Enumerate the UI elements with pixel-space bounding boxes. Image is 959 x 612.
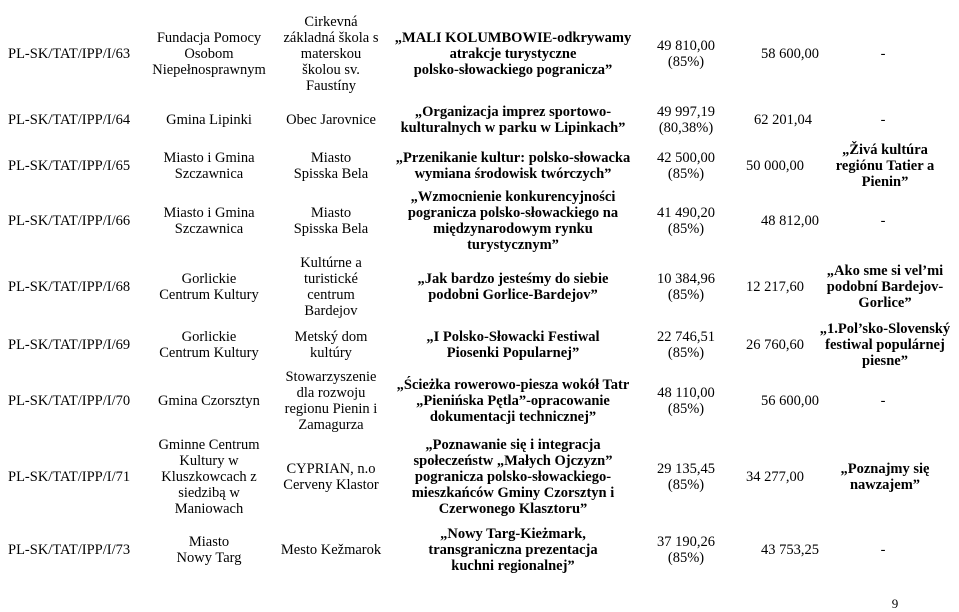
project-id: PL-SK/TAT/IPP/I/64 — [8, 112, 131, 128]
partner: Kultúrne a turistické centrum Bardejov — [300, 255, 362, 319]
project-title: „Przenikanie kultur: polsko-słowacka wymiana środowisk twórczych” — [395, 150, 631, 182]
partner: Obec Jarovnice — [286, 112, 376, 128]
project-id: PL-SK/TAT/IPP/I/73 — [8, 542, 131, 558]
project-id: PL-SK/TAT/IPP/I/68 — [8, 279, 131, 295]
project-id: PL-SK/TAT/IPP/I/70 — [8, 393, 131, 409]
table-row — [0, 140, 959, 192]
dash-marker: - — [880, 393, 886, 409]
page-number: 9 — [891, 596, 899, 611]
total-amount: 34 277,00 — [746, 469, 804, 485]
project-id: PL-SK/TAT/IPP/I/63 — [8, 46, 131, 62]
project-id: PL-SK/TAT/IPP/I/69 — [8, 337, 131, 353]
project-id: PL-SK/TAT/IPP/I/65 — [8, 158, 131, 174]
project-title: „Nowy Targ-Kieżmark, transgraniczna prezentacja kuchni regionalnej” — [428, 526, 598, 574]
project-title: „I Polsko-Słowacki Festiwal Piosenki Popularnej” — [426, 329, 600, 361]
applicant: Miasto i Gmina Szczawnica — [163, 150, 255, 182]
table-row — [0, 432, 959, 522]
table-row — [0, 186, 959, 256]
total-amount: 26 760,60 — [746, 337, 804, 353]
total-amount: 56 600,00 — [761, 393, 819, 409]
co-financing-amount: 29 135,45 (85%) — [657, 461, 715, 493]
partner: Miasto Spisska Bela — [293, 150, 369, 182]
partner: CYPRIAN, n.o Cerveny Klastor — [283, 461, 379, 493]
table-row — [0, 0, 959, 108]
partner: Miasto Spisska Bela — [293, 205, 369, 237]
partner: Stowarzyszenie dla rozwoju regionu Pienin i Zamagurza — [284, 369, 378, 433]
table-row — [0, 98, 959, 142]
table-row — [0, 320, 959, 370]
project-title: „Wzmocnienie konkurencyjności pogranicza polsko-słowackiego na międzynarodowym rynku turystycznym” — [407, 189, 619, 253]
product-name: „Ako sme si vel’mi podobní Bardejov- Gorlice” — [826, 263, 944, 311]
co-financing-amount: 10 384,96 (85%) — [657, 271, 715, 303]
total-amount: 50 000,00 — [746, 158, 804, 174]
project-title: „Organizacja imprez sportowo- kulturalnych w parku w Lipinkach” — [400, 104, 626, 136]
applicant: Gmina Czorsztyn — [158, 393, 260, 409]
total-amount: 62 201,04 — [754, 112, 812, 128]
applicant: Gminne Centrum Kultury w Kluszkowcach z siedzibą w Maniowach — [158, 437, 260, 517]
table-row — [0, 368, 959, 434]
project-id: PL-SK/TAT/IPP/I/71 — [8, 469, 131, 485]
table-row — [0, 518, 959, 582]
applicant: Gmina Lipinki — [166, 112, 252, 128]
product-name: „Živá kultúra regiónu Tatier a Pienin” — [835, 142, 935, 190]
table-row — [0, 253, 959, 321]
co-financing-amount: 49 997,19 (80,38%) — [657, 104, 715, 136]
total-amount: 48 812,00 — [761, 213, 819, 229]
co-financing-amount: 41 490,20 (85%) — [657, 205, 715, 237]
project-title: „Ścieżka rowerowo-piesza wokół Tatr „Pienińska Pętla”-opracowanie dokumentacji technicznej” — [396, 377, 630, 425]
product-name: „1.Pol’sko-Slovenský festiwal populárnej piesne” — [819, 321, 951, 369]
applicant: Fundacja Pomocy Osobom Niepełnosprawnym — [152, 30, 266, 78]
applicant: Miasto Nowy Targ — [176, 534, 242, 566]
project-title: „Jak bardzo jesteśmy do siebie podobni Gorlice-Bardejov” — [417, 271, 609, 303]
applicant: Miasto i Gmina Szczawnica — [163, 205, 255, 237]
co-financing-amount: 49 810,00 (85%) — [657, 38, 715, 70]
partner: Metský dom kultúry — [294, 329, 368, 361]
dash-marker: - — [880, 213, 886, 229]
dash-marker: - — [880, 112, 886, 128]
total-amount: 58 600,00 — [761, 46, 819, 62]
partner: Mesto Kežmarok — [280, 542, 382, 558]
applicant: Gorlickie Centrum Kultury — [159, 329, 259, 361]
project-title: „MALI KOLUMBOWIE-odkrywamy atrakcje turystyczne polsko-słowackiego pogranicza” — [394, 30, 632, 78]
partner: Cirkevná základná škola s materskou školou sv. Faustíny — [283, 14, 379, 94]
project-id: PL-SK/TAT/IPP/I/66 — [8, 213, 131, 229]
product-name: „Poznajmy się nawzajem” — [840, 461, 930, 493]
co-financing-amount: 48 110,00 (85%) — [657, 385, 715, 417]
total-amount: 12 217,60 — [746, 279, 804, 295]
applicant: Gorlickie Centrum Kultury — [159, 271, 259, 303]
co-financing-amount: 22 746,51 (85%) — [657, 329, 715, 361]
total-amount: 43 753,25 — [761, 542, 819, 558]
co-financing-amount: 42 500,00 (85%) — [657, 150, 715, 182]
dash-marker: - — [880, 46, 886, 62]
dash-marker: - — [880, 542, 886, 558]
co-financing-amount: 37 190,26 (85%) — [657, 534, 715, 566]
project-title: „Poznawanie się i integracja społeczeństw „Małych Ojczyzn” pogranicza polsko-słowackiego- mieszkańców Gminy Czorsztyn i Czerwonego Klasztoru” — [411, 437, 615, 517]
